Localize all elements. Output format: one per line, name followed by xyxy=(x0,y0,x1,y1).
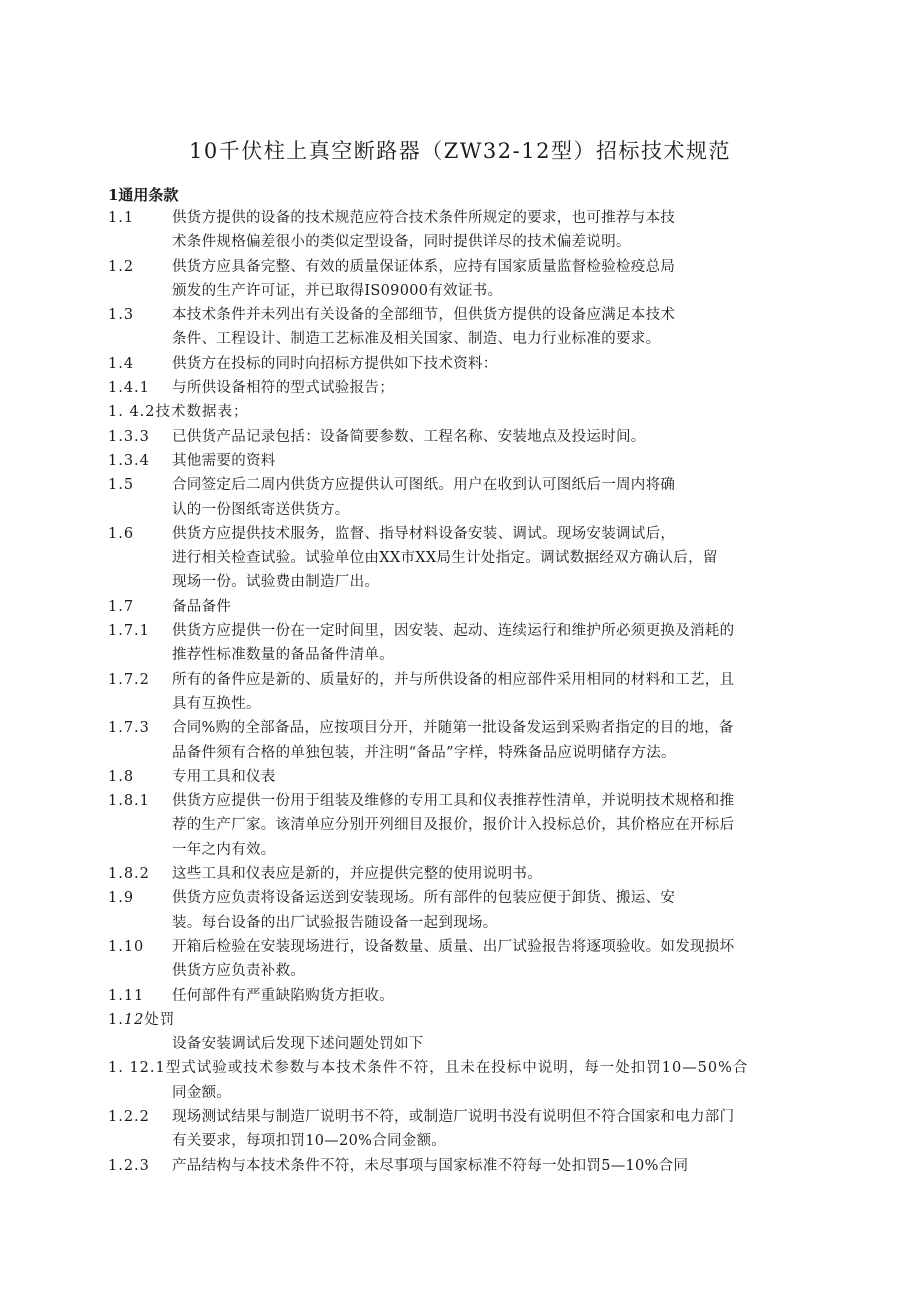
clause-number xyxy=(108,595,134,619)
clause-text: 荐的生产厂家。该清单应分别开列细目及报价，报价计入投标总价，其价格应在开标后 xyxy=(172,817,735,834)
clause-text: 任何部件有严重缺陷购货方拒收。 xyxy=(172,987,394,1004)
clause xyxy=(0,425,920,449)
clause-number xyxy=(108,376,150,400)
clause xyxy=(0,1105,920,1154)
clause-number-text: 1.3 xyxy=(108,307,135,324)
clause xyxy=(0,789,920,862)
clause-number xyxy=(108,1008,175,1032)
clause-text: 所有的备件应是新的、质量好的，并与所供设备的相应部件采用相同的材料和工艺，且 xyxy=(172,671,735,688)
clause-number-text: 1. 12.1 xyxy=(108,1060,166,1077)
clause-number xyxy=(108,352,134,376)
clause xyxy=(0,522,920,595)
clause-number xyxy=(108,1105,150,1129)
clause-number-text: 1.7.3 xyxy=(108,720,150,737)
clause-text: 与所供设备相符的型式试验报告； xyxy=(172,380,394,397)
clause xyxy=(0,1154,920,1178)
clause-text: 现场一份。试验费由制造厂出。 xyxy=(172,574,380,591)
clause xyxy=(0,206,920,255)
clause-number-text: 1.9 xyxy=(108,890,135,907)
clause-line xyxy=(0,984,920,1008)
clause xyxy=(0,255,920,304)
clause-number-text: 1.3.4 xyxy=(108,452,150,469)
clause-number-text: 1.8.1 xyxy=(108,793,150,810)
clause-line xyxy=(0,498,920,522)
clause-line xyxy=(0,1105,920,1129)
clause-inline-text: 技术数据表； xyxy=(155,404,249,421)
clause-text: 本技术条件并未列出有关设备的全部细节，但供货方提供的设备应满足本技术 xyxy=(172,307,676,324)
clause-number xyxy=(108,400,249,424)
clause-number xyxy=(108,303,134,327)
clause-number xyxy=(108,206,134,230)
clause xyxy=(0,984,920,1008)
clause-text: 供货方应负责补救。 xyxy=(172,963,306,980)
clause-text: 备品备件 xyxy=(172,598,232,615)
clause-text: 有关要求，每项扣罚10—20%合同金额。 xyxy=(172,1133,447,1150)
clause-number-prefix: 1. xyxy=(108,1011,124,1028)
clause-number xyxy=(108,1154,150,1178)
clause-line xyxy=(0,546,920,570)
clause-line xyxy=(0,449,920,473)
clause-text: 一年之内有效。 xyxy=(172,841,276,858)
clause-text: 专用工具和仪表 xyxy=(172,768,276,785)
clause-number-text: 1.5 xyxy=(108,477,135,494)
clause-line xyxy=(0,765,920,789)
clause-line xyxy=(0,230,920,254)
clause-line xyxy=(0,400,920,424)
clause-text: 供货方应负责将设备运送到安装现场。所有部件的包装应便于卸货、搬运、安 xyxy=(172,890,676,907)
clause-text: 品备件须有合格的单独包装，并注明“备品”字样，特殊备品应说明储存方法。 xyxy=(172,744,676,761)
clause xyxy=(0,376,920,400)
clause-line xyxy=(0,862,920,886)
clause-line xyxy=(0,595,920,619)
clause xyxy=(0,595,920,619)
clause-line xyxy=(0,911,920,935)
clause-number-text: 1.7 xyxy=(108,598,135,615)
clause-line xyxy=(0,741,920,765)
clause-number-text: 1.7.1 xyxy=(108,623,150,640)
clause-number xyxy=(108,255,134,279)
clause-number-text: 1.4.1 xyxy=(108,380,150,397)
section-heading: 1通用条款 xyxy=(108,186,179,204)
clause-number xyxy=(108,425,150,449)
clause-line xyxy=(0,303,920,327)
clause-text: 合同%购的全部备品，应按项目分开，并随第一批设备发运到采购者指定的目的地，备 xyxy=(172,720,734,737)
clause-inline-text: 型式试验或技术参数与本技术条件不符，且未在投标中说明，每一处扣罚10—50%合 xyxy=(165,1060,749,1077)
clause-line xyxy=(0,886,920,910)
clause-line xyxy=(0,1154,920,1178)
clause-number-text: 1.10 xyxy=(108,938,145,955)
clause xyxy=(0,886,920,935)
clause-number-text: 1.2.2 xyxy=(108,1108,150,1125)
clause-number xyxy=(108,935,144,959)
clause-number-text: 1.7.2 xyxy=(108,671,150,688)
clause-line xyxy=(0,813,920,837)
clause xyxy=(0,473,920,522)
clause xyxy=(0,619,920,668)
clause-line xyxy=(0,352,920,376)
clause-line xyxy=(0,692,920,716)
clause-list xyxy=(0,206,920,1178)
clause xyxy=(0,862,920,886)
clause xyxy=(0,935,920,984)
clause-line xyxy=(0,1129,920,1153)
clause-text: 同金额。 xyxy=(172,1084,232,1101)
clause xyxy=(0,1008,920,1057)
clause-line xyxy=(0,327,920,351)
clause-line xyxy=(0,473,920,497)
clause-number xyxy=(108,619,150,643)
clause-number-text: 1.11 xyxy=(108,987,145,1004)
clause-line xyxy=(0,1081,920,1105)
clause-text: 供货方应提供一份用于组装及维修的专用工具和仪表推荐性清单，并说明技术规格和推 xyxy=(172,793,735,810)
clause-text: 供货方应提供技术服务，监督、指导材料设备安装、调试。现场安装调试后， xyxy=(172,525,676,542)
clause xyxy=(0,1056,920,1105)
clause-text: 这些工具和仪表应是新的，并应提供完整的使用说明书。 xyxy=(172,866,542,883)
clause-text: 供货方应具备完整、有效的质量保证体系，应持有国家质量监督检验检疫总局 xyxy=(172,258,676,275)
clause-line xyxy=(0,1056,920,1080)
clause-text: 条件、工程设计、制造工艺标准及相关国家、制造、电力行业标准的要求。 xyxy=(172,331,661,348)
clause-text: 颁发的生产许可证，并已取得IS09000有效证书。 xyxy=(172,282,503,299)
clause-text: 供货方提供的设备的技术规范应符合技术条件所规定的要求，也可推荐与本技 xyxy=(172,210,676,226)
clause-text: 供货方在投标的同时向招标方提供如下技术资料： xyxy=(172,355,498,372)
clause-number xyxy=(108,862,150,886)
clause-line xyxy=(0,716,920,740)
clause-number-text: 1.2 xyxy=(108,258,135,275)
clause-text: 合同签定后二周内供货方应提供认可图纸。用户在收到认可图纸后一周内将确 xyxy=(172,477,676,494)
document-title: 10千伏柱上真空断路器（ZW32-12型）招标技术规范 xyxy=(189,139,731,163)
clause-number-text: 1.3.3 xyxy=(108,428,150,445)
clause-number xyxy=(108,716,150,740)
clause-text: 其他需要的资料 xyxy=(172,452,276,469)
clause-text: 产品结构与本技术条件不符，未尽事项与国家标准不符每一处扣罚5—10%合同 xyxy=(172,1157,689,1174)
clause-line xyxy=(0,935,920,959)
clause xyxy=(0,352,920,376)
clause-number xyxy=(108,668,150,692)
clause-line xyxy=(0,206,920,230)
clause-number-text: 1.2.3 xyxy=(108,1157,150,1174)
clause-line xyxy=(0,668,920,692)
clause xyxy=(0,303,920,352)
clause-line xyxy=(0,959,920,983)
clause xyxy=(0,765,920,789)
clause-number-italic: 12 xyxy=(123,1011,145,1028)
clause-text: 认的一份图纸寄送供货方。 xyxy=(172,501,350,518)
clause-line xyxy=(0,255,920,279)
clause-number xyxy=(108,522,134,546)
clause xyxy=(0,449,920,473)
clause-text: 供货方应提供一份在一定时间里，因安装、起动、连续运行和维护所必须更换及消耗的 xyxy=(172,623,735,640)
clause-number-text: 1.1 xyxy=(108,210,135,226)
clause-text: 开箱后检验在安装现场进行，设备数量、质量、出厂试验报告将逐项验收。如发现损坏 xyxy=(172,938,735,955)
clause-line xyxy=(0,376,920,400)
clause-text: 具有互换性。 xyxy=(172,695,261,712)
clause-number-text: 1.6 xyxy=(108,525,135,542)
clause-text: 装。每台设备的出厂试验报告随设备一起到现场。 xyxy=(172,914,498,931)
clause-line xyxy=(0,643,920,667)
clause xyxy=(0,668,920,717)
clause-line xyxy=(0,1032,920,1056)
clause-line xyxy=(0,425,920,449)
clause-number xyxy=(108,984,144,1008)
clause-number xyxy=(108,473,134,497)
clause-number xyxy=(108,1056,748,1080)
clause-text: 术条件规格偏差很小的类似定型设备，同时提供详尽的技术偏差说明。 xyxy=(172,234,631,251)
clause-number-text: 1.8.2 xyxy=(108,866,150,883)
clause-number xyxy=(108,886,134,910)
clause-number-text: 1.8 xyxy=(108,768,135,785)
clause-text: 设备安装调试后发现下述问题处罚如下 xyxy=(172,1036,424,1053)
clause-number xyxy=(108,765,134,789)
clause-line xyxy=(0,279,920,303)
clause-line xyxy=(0,1008,920,1032)
clause-inline-text: 处罚 xyxy=(144,1011,176,1028)
clause-line xyxy=(0,789,920,813)
clause-text: 现场测试结果与制造厂说明书不符，或制造厂说明书没有说明但不符合国家和电力部门 xyxy=(172,1108,735,1125)
clause-number-text: 1. 4.2 xyxy=(108,404,156,421)
clause-line xyxy=(0,619,920,643)
clause xyxy=(0,400,920,424)
clause-number xyxy=(108,449,150,473)
clause-text: 推荐性标准数量的备品备件清单。 xyxy=(172,647,394,664)
clause xyxy=(0,716,920,765)
clause-number-text: 1.4 xyxy=(108,355,135,372)
clause-line xyxy=(0,522,920,546)
clause-line xyxy=(0,570,920,594)
clause-text: 进行相关检查试验。试验单位由XX市XX局生计处指定。调试数据经双方确认后，留 xyxy=(172,550,718,567)
clause-line xyxy=(0,838,920,862)
clause-number xyxy=(108,789,150,813)
clause-text: 已供货产品记录包括：设备简要参数、工程名称、安装地点及投运时间。 xyxy=(172,428,646,445)
